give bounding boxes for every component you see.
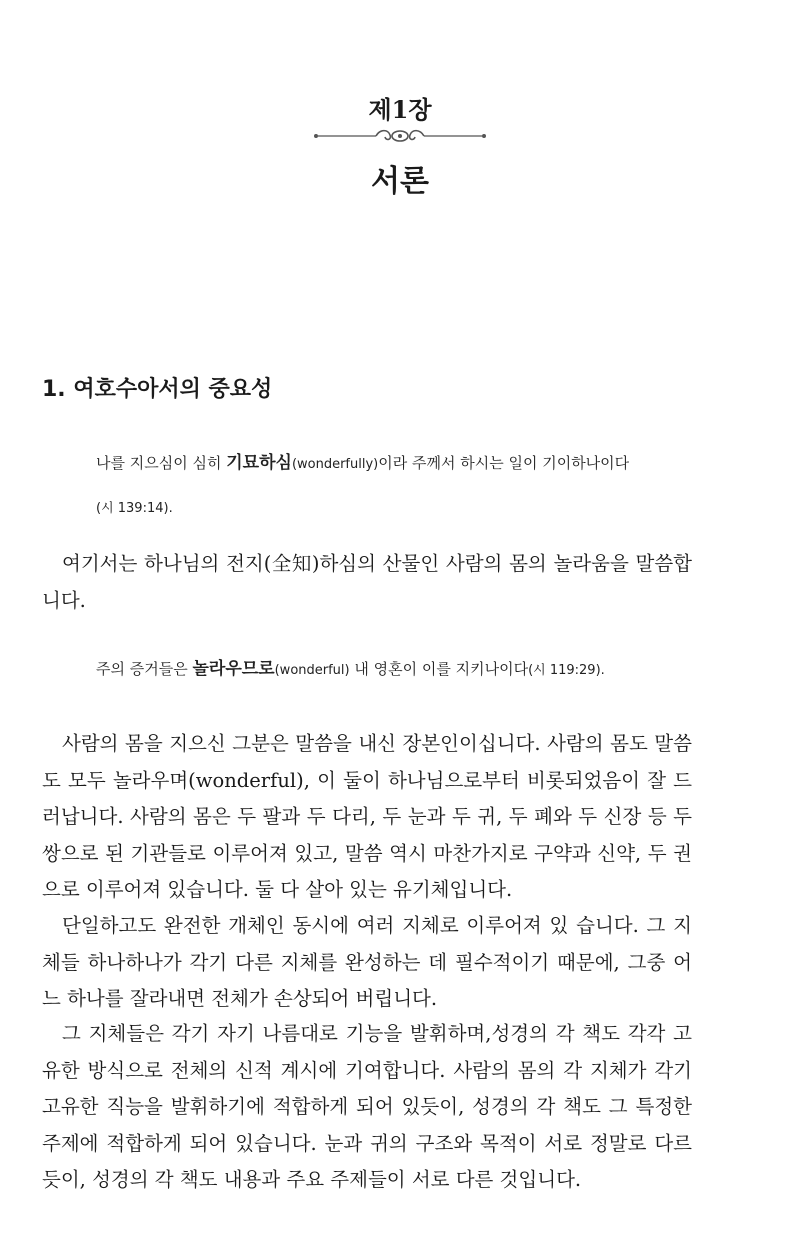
quote-emphasis: 놀라우므로 (192, 659, 275, 679)
chapter-number: 제1장 (368, 95, 432, 124)
paragraph-2 (42, 726, 692, 909)
paragraph-4 (42, 1016, 692, 1199)
quote-text: 내 영혼이 이를 지키나이다 (349, 660, 529, 678)
quote-reference: (시 139:14). (96, 501, 173, 516)
quote-reference: (시 119:29). (528, 663, 605, 678)
paragraph-1 (42, 546, 692, 619)
quote-english: (wonderfully) (291, 457, 379, 472)
paragraph-text: 사람의 몸을 지으신 그분은 말씀을 내신 장본인이십니다. 사람의 몸도 말씀도 모두 놀라우며(wonderful), 이 둘이 하나님으로부터 비롯되었음이 잘 드러납니다. 사람의 몸은 두 팔과 두 다리, 두 눈과 두 귀, 두 폐와 두 신장 등 두 쌍으로 된 기관들로 이루어져 있고, 말씀 역시 마찬가지로 구약과 신약, 두 권으로 이루어져 있습니다. 둘 다 살아 있는 유기체입니다. (42, 732, 692, 901)
scripture-quote-2 (96, 654, 706, 686)
quote-emphasis: 기묘하심 (226, 453, 292, 473)
quote-text: 나를 지으심이 심히 (96, 454, 227, 472)
chapter-title: 서론 (371, 164, 429, 199)
paragraph-3 (42, 908, 692, 1018)
section-heading: 1. 여호수아서의 중요성 (42, 377, 273, 402)
ornament-divider (310, 126, 490, 146)
scripture-quote-1 (96, 442, 706, 530)
paragraph-text: 단일하고도 완전한 개체인 동시에 여러 지체로 이루어져 있 습니다. 그 지체들 하나하나가 각기 다른 지체를 완성하는 데 필수적이기 때문에, 그중 어느 하나를 잘라내면 전체가 손상되어 버립니다. (42, 914, 692, 1010)
paragraph-text: 여기서는 하나님의 전지(全知)하심의 산물인 사람의 몸의 놀라움을 말씀합니다. (42, 552, 692, 612)
quote-english: (wonderful) (274, 663, 350, 678)
quote-text: 이라 주께서 하시는 일이 기이하나이다 (378, 454, 630, 472)
paragraph-text: 그 지체들은 각기 자기 나름대로 기능을 발휘하며,성경의 각 책도 각각 고유한 방식으로 전체의 신적 계시에 기여합니다. 사람의 몸의 각 지체가 각기 고유한 직능을 발휘하기에 적합하게 되어 있듯이, 성경의 각 책도 그 특정한 주제에 적합하게 되어 있습니다. 눈과 귀의 구조와 목적이 서로 정말로 다르듯이, 성경의 각 책도 내용과 주요 주제들이 서로 다른 것입니다. (42, 1022, 692, 1191)
quote-text: 주의 증거들은 (96, 660, 193, 678)
